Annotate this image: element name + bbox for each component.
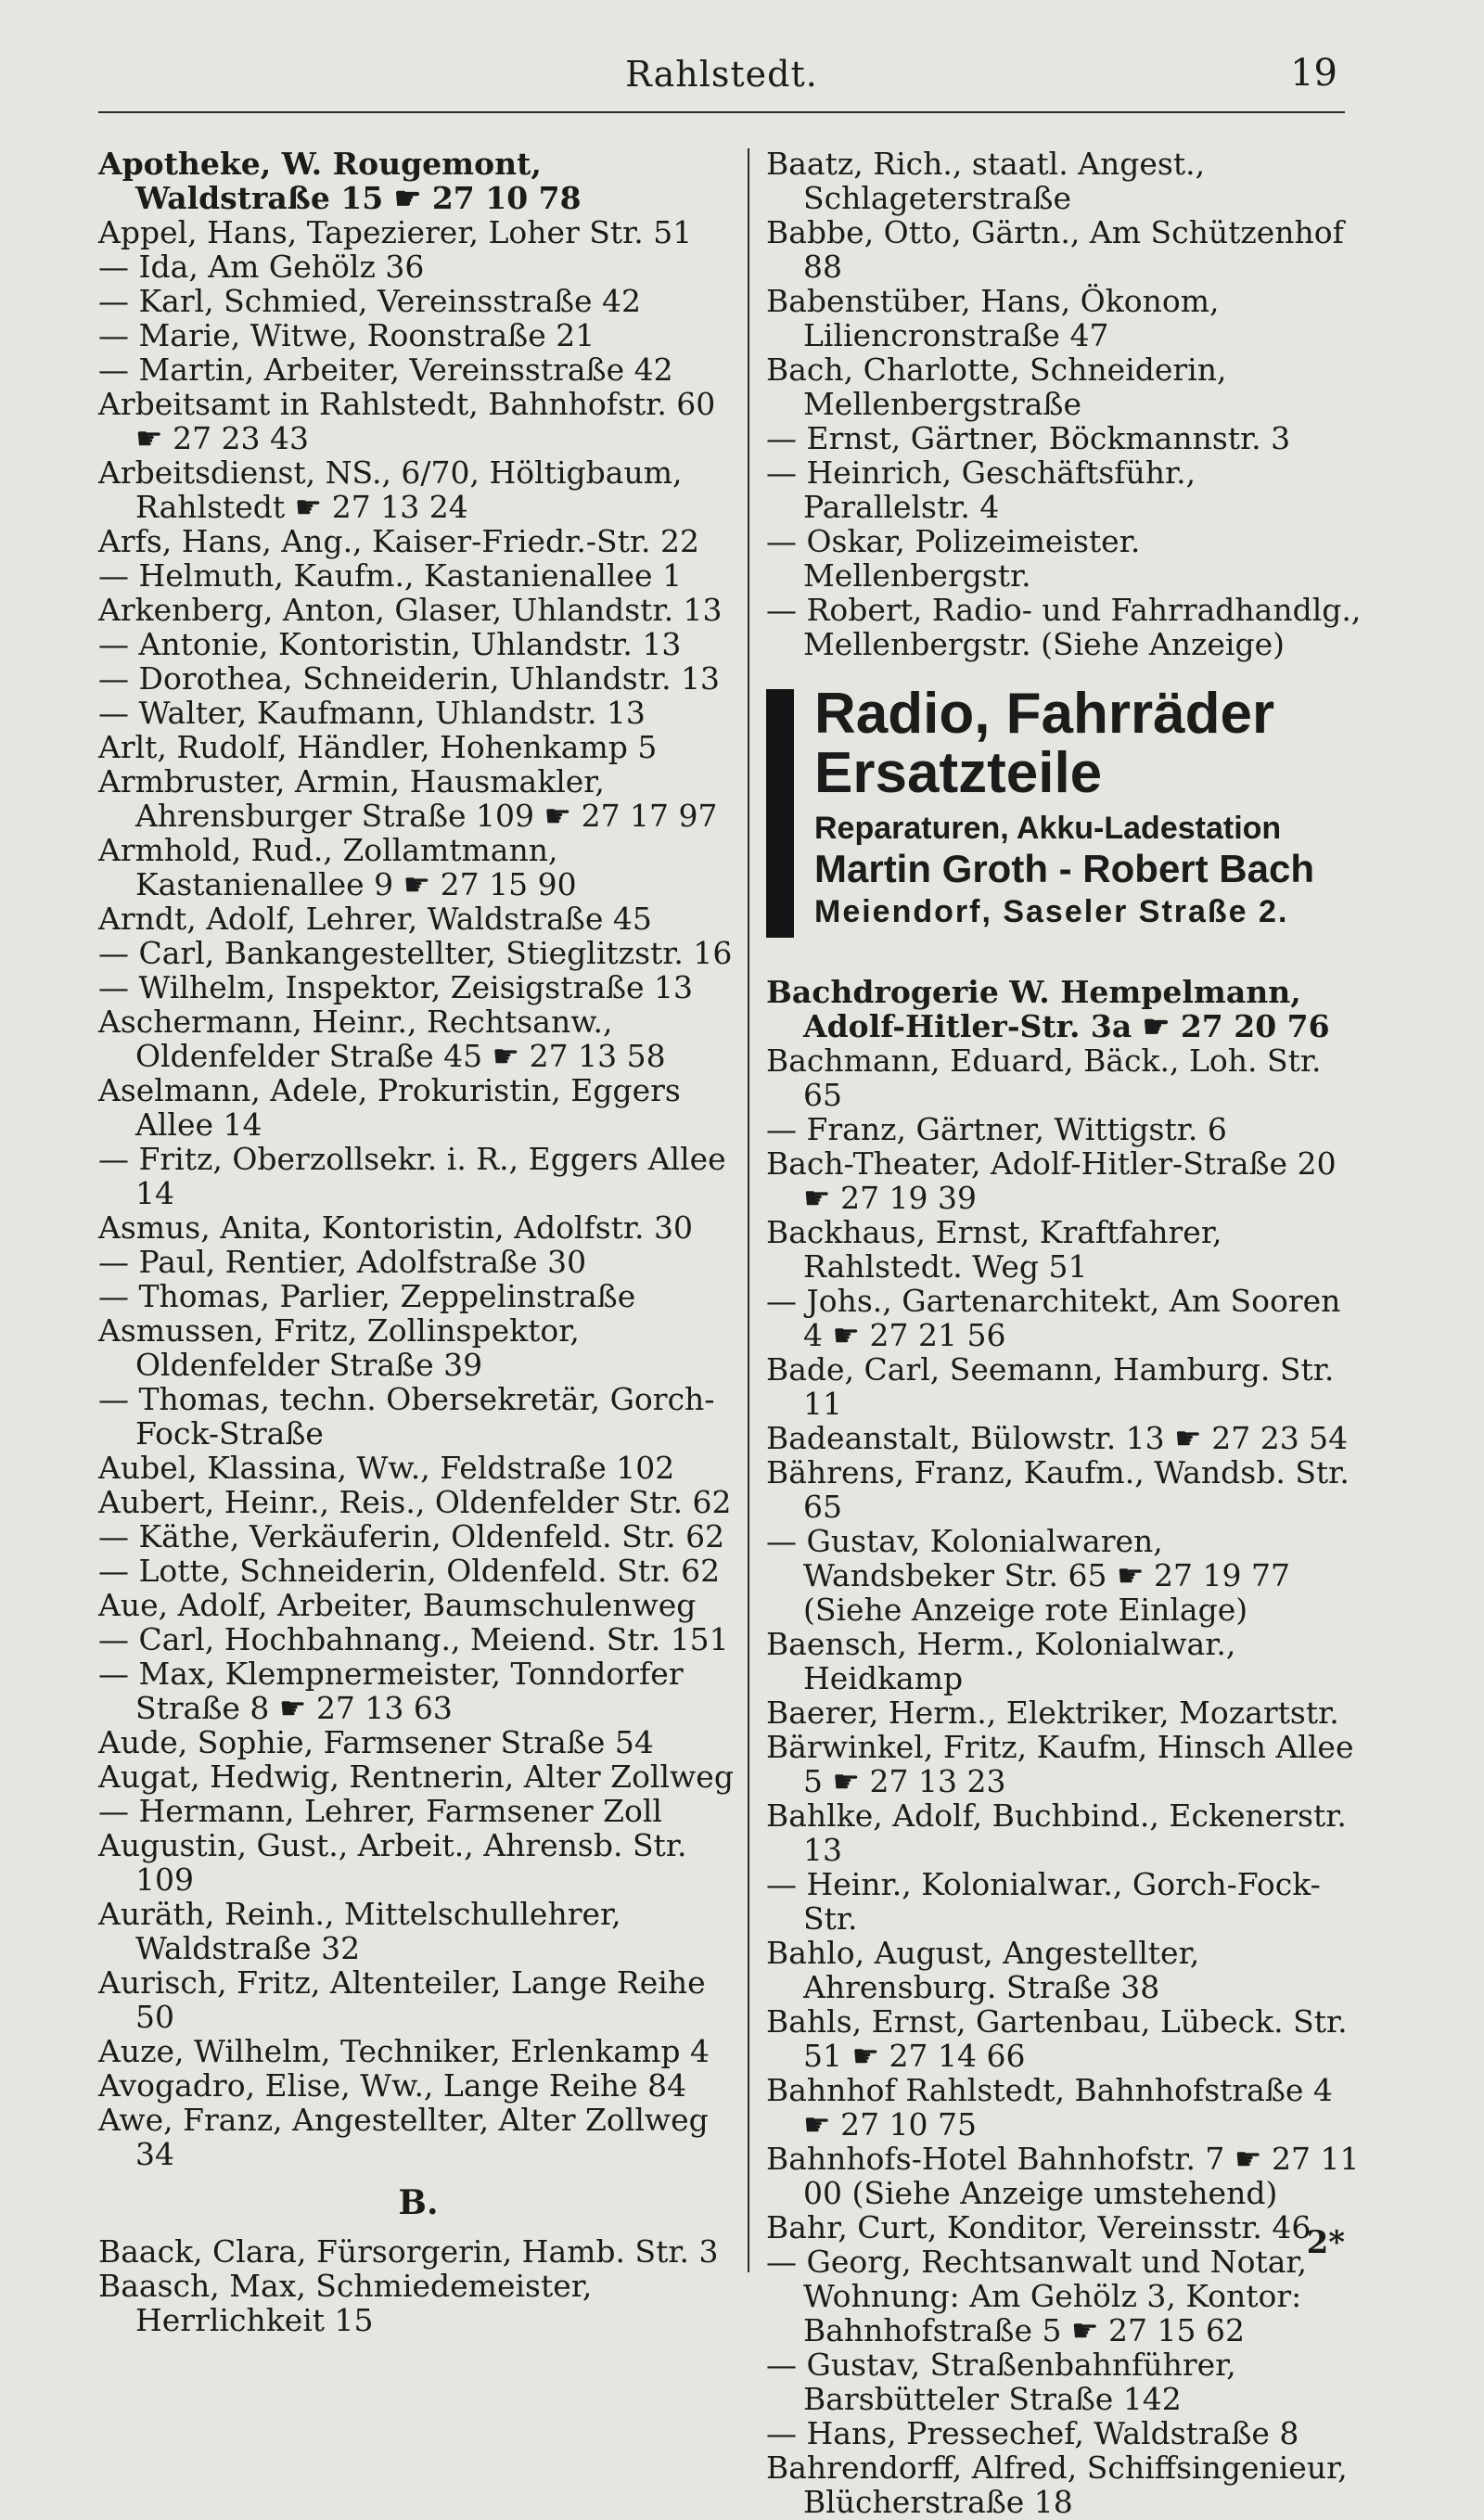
directory-entry: Aurisch, Fritz, Altenteiler, Lange Reihe 50	[98, 1964, 706, 2035]
directory-entry: — Paul, Rentier, Adolfstraße 30	[98, 1244, 587, 1280]
directory-entry: — Gustav, Straßenbahnführer, Barsbütteler Straße 142	[766, 2347, 1236, 2417]
directory-entry: Bachmann, Eduard, Bäck., Loh. Str. 65	[766, 1043, 1322, 1113]
directory-entry: Baensch, Herm., Kolonialwar., Heidkamp	[766, 1626, 1236, 1696]
directory-entry: Arbeitsamt in Rahlstedt, Bahnhofstr. 60 ☛ 27 23 43	[98, 386, 716, 456]
directory-entry: Arlt, Rudolf, Händler, Hohenkamp 5	[98, 729, 658, 765]
directory-entry: Bahlke, Adolf, Buchbind., Eckenerstr. 13	[766, 1797, 1347, 1868]
ad-black-bar	[766, 689, 794, 938]
directory-entry: Baatz, Rich., staatl. Angest., Schlageterstraße	[766, 146, 1206, 216]
advertisement	[766, 682, 1362, 951]
directory-entry: — Thomas, techn. Obersekretär, Gorch-Fock-Straße	[98, 1381, 715, 1452]
directory-entry: — Franz, Gärtner, Wittigstr. 6	[766, 1111, 1227, 1147]
directory-entry: — Thomas, Parlier, Zeppelinstraße	[98, 1278, 636, 1314]
directory-entry: Bade, Carl, Seemann, Hamburg. Str. 11	[766, 1351, 1335, 1422]
directory-entry: Backhaus, Ernst, Kraftfahrer, Rahlstedt. Weg 51	[766, 1214, 1222, 1285]
directory-entry: — Carl, Bankangestellter, Stieglitzstr. 16	[98, 935, 733, 971]
directory-entry: Bach, Charlotte, Schneiderin, Mellenbergstraße	[766, 352, 1227, 422]
directory-entry: Arndt, Adolf, Lehrer, Waldstraße 45	[98, 901, 652, 937]
ad-owners: Martin Groth - Robert Bach	[814, 847, 1315, 890]
directory-entry: Bach-Theater, Adolf-Hitler-Straße 20 ☛ 27 19 39	[766, 1145, 1337, 1216]
directory-entry: — Käthe, Verkäuferin, Oldenfeld. Str. 62	[98, 1518, 725, 1554]
directory-entry: Bahlo, August, Angestellter, Ahrensburg. Straße 38	[766, 1935, 1200, 2005]
right-column	[766, 147, 1362, 2519]
directory-entry: Bahr, Curt, Konditor, Vereinsstr. 46	[766, 2209, 1311, 2245]
ad-headline: Radio, Fahrräder	[814, 682, 1275, 746]
directory-entry: — Fritz, Oberzollsekr. i. R., Eggers Allee 14	[98, 1141, 726, 1211]
directory-entry: — Hans, Pressechef, Waldstraße 8	[766, 2415, 1299, 2451]
directory-entry: Bärwinkel, Fritz, Kaufm, Hinsch Allee 5 ☛ 27 13 23	[766, 1729, 1354, 1799]
directory-entry: Arbeitsdienst, NS., 6/70, Höltigbaum, Rahlstedt ☛ 27 13 24	[98, 454, 683, 525]
directory-entry: — Oskar, Polizeimeister. Mellenbergstr.	[766, 523, 1141, 594]
directory-entry: Aschermann, Heinr., Rechtsanw., Oldenfelder Straße 45 ☛ 27 13 58	[98, 1004, 666, 1074]
ad-address: Meiendorf, Saseler Straße 2.	[814, 894, 1289, 929]
right-entries-bottom	[766, 975, 1362, 2519]
ad-subheadline: Ersatzteile	[814, 741, 1103, 805]
directory-entry: — Ida, Am Gehölz 36	[98, 249, 425, 285]
directory-entry: Bahnhofs-Hotel Bahnhofstr. 7 ☛ 27 11 00 (Siehe Anzeige umstehend)	[766, 2141, 1360, 2211]
directory-entry: Augat, Hedwig, Rentnerin, Alter Zollweg	[98, 1759, 734, 1795]
directory-entry: Appel, Hans, Tapezierer, Loher Str. 51	[98, 214, 693, 250]
directory-entry: — Johs., Gartenarchitekt, Am Sooren 4 ☛ 27 21 56	[766, 1283, 1341, 1353]
directory-entry: Augustin, Gust., Arbeit., Ahrensb. Str. 109	[98, 1827, 687, 1898]
directory-entry: Aubel, Klassina, Ww., Feldstraße 102	[98, 1450, 675, 1486]
directory-entry: — Hermann, Lehrer, Farmsener Zoll	[98, 1793, 662, 1829]
directory-entry: — Max, Klempnermeister, Tonndorfer Straße 8 ☛ 27 13 63	[98, 1656, 684, 1726]
column-divider	[748, 148, 749, 2272]
directory-entry: Armbruster, Armin, Hausmakler, Ahrensburger Straße 109 ☛ 27 17 97	[98, 763, 718, 834]
directory-entry: — Martin, Arbeiter, Vereinsstraße 42	[98, 352, 673, 388]
directory-entry: Avogadro, Elise, Ww., Lange Reihe 84	[98, 2067, 687, 2104]
directory-entry: — Heinr., Kolonialwar., Gorch-Fock-Str.	[766, 1866, 1321, 1937]
page-header	[98, 48, 1345, 113]
directory-entry: Asmus, Anita, Kontoristin, Adolfstr. 30	[98, 1209, 694, 1246]
running-title: Rahlstedt.	[625, 54, 818, 95]
directory-entry: Auze, Wilhelm, Techniker, Erlenkamp 4	[98, 2033, 710, 2069]
directory-entry: — Heinrich, Geschäftsführ., Parallelstr. 4	[766, 454, 1196, 525]
ad-services: Reparaturen, Akku-Ladestation	[814, 811, 1282, 846]
directory-entry: — Wilhelm, Inspektor, Zeisigstraße 13	[98, 969, 694, 1005]
directory-entry: Bährens, Franz, Kaufm., Wandsb. Str. 65	[766, 1454, 1350, 1525]
left-column	[98, 147, 738, 2337]
directory-entry: Aubert, Heinr., Reis., Oldenfelder Str. 62	[98, 1484, 732, 1520]
directory-entry: — Lotte, Schneiderin, Oldenfeld. Str. 62	[98, 1553, 721, 1589]
directory-entry: — Walter, Kaufmann, Uhlandstr. 13	[98, 695, 646, 731]
directory-entry: — Dorothea, Schneiderin, Uhlandstr. 13	[98, 660, 721, 697]
page-number: 19	[1290, 52, 1337, 95]
directory-entry: Bahls, Ernst, Gartenbau, Lübeck. Str. 51 ☛ 27 14 66	[766, 2003, 1348, 2074]
left-entries-a	[98, 147, 738, 2171]
directory-entry: Auräth, Reinh., Mittelschullehrer, Waldstraße 32	[98, 1896, 621, 1966]
directory-entry: — Karl, Schmied, Vereinsstraße 42	[98, 283, 642, 319]
directory-entry: — Carl, Hochbahnang., Meiend. Str. 151	[98, 1621, 729, 1657]
directory-entry: — Georg, Rechtsanwalt und Notar, Wohnung: Am Gehölz 3, Kontor: Bahnhofstraße 5 ☛ 27 15 62	[766, 2244, 1308, 2348]
directory-entry: Aue, Adolf, Arbeiter, Baumschulenweg	[98, 1587, 697, 1623]
directory-entry: Aude, Sophie, Farmsener Straße 54	[98, 1724, 654, 1760]
directory-entry: Aselmann, Adele, Prokuristin, Eggers Allee 14	[98, 1072, 681, 1143]
directory-entry: — Robert, Radio- und Fahrradhandlg., Mellenbergstr. (Siehe Anzeige)	[766, 592, 1362, 662]
directory-entry: — Antonie, Kontoristin, Uhlandstr. 13	[98, 626, 682, 662]
directory-entry: — Gustav, Kolonialwaren, Wandsbeker Str. 65 ☛ 27 19 77 (Siehe Anzeige rote Einlage)	[766, 1523, 1290, 1628]
directory-entry: Baack, Clara, Fürsorgerin, Hamb. Str. 3	[98, 2233, 719, 2270]
directory-entry: — Marie, Witwe, Roonstraße 21	[98, 317, 595, 353]
directory-entry: — Ernst, Gärtner, Böckmannstr. 3	[766, 420, 1291, 456]
right-entries-top	[766, 147, 1362, 661]
section-letter: B.	[398, 2183, 439, 2222]
directory-entry: Awe, Franz, Angestellter, Alter Zollweg 34	[98, 2102, 709, 2172]
directory-entry: Asmussen, Fritz, Zollinspektor, Oldenfelder Straße 39	[98, 1312, 580, 1383]
directory-entry: Bachdrogerie W. Hempelmann, Adolf-Hitler-Str. 3a ☛ 27 20 76	[766, 974, 1330, 1044]
directory-entry: Baerer, Herm., Elektriker, Mozartstr.	[766, 1695, 1339, 1731]
signature-mark: 2*	[1306, 2224, 1345, 2261]
directory-entry: — Helmuth, Kaufm., Kastanienallee 1	[98, 557, 683, 594]
directory-entry: Arfs, Hans, Ang., Kaiser-Friedr.-Str. 22	[98, 523, 699, 559]
directory-entry: Bahrendorff, Alfred, Schiffsingenieur, Blücherstraße 18	[766, 2450, 1348, 2520]
directory-entry: Armhold, Rud., Zollamtmann, Kastanienallee 9 ☛ 27 15 90	[98, 832, 577, 902]
directory-entry: Badeanstalt, Bülowstr. 13 ☛ 27 23 54	[766, 1420, 1349, 1456]
left-entries-b	[98, 2234, 738, 2337]
directory-entry: Apotheke, W. Rougemont, Waldstraße 15 ☛ 27 10 78	[98, 146, 582, 216]
directory-entry: Bahnhof Rahlstedt, Bahnhofstraße 4 ☛ 27 10 75	[766, 2072, 1333, 2143]
directory-entry: Babenstüber, Hans, Ökonom, Liliencronstraße 47	[766, 283, 1220, 353]
directory-entry: Babbe, Otto, Gärtn., Am Schützenhof 88	[766, 214, 1344, 285]
directory-entry: Arkenberg, Anton, Glaser, Uhlandstr. 13	[98, 592, 723, 628]
directory-entry: Baasch, Max, Schmiedemeister, Herrlichkeit 15	[98, 2268, 593, 2338]
